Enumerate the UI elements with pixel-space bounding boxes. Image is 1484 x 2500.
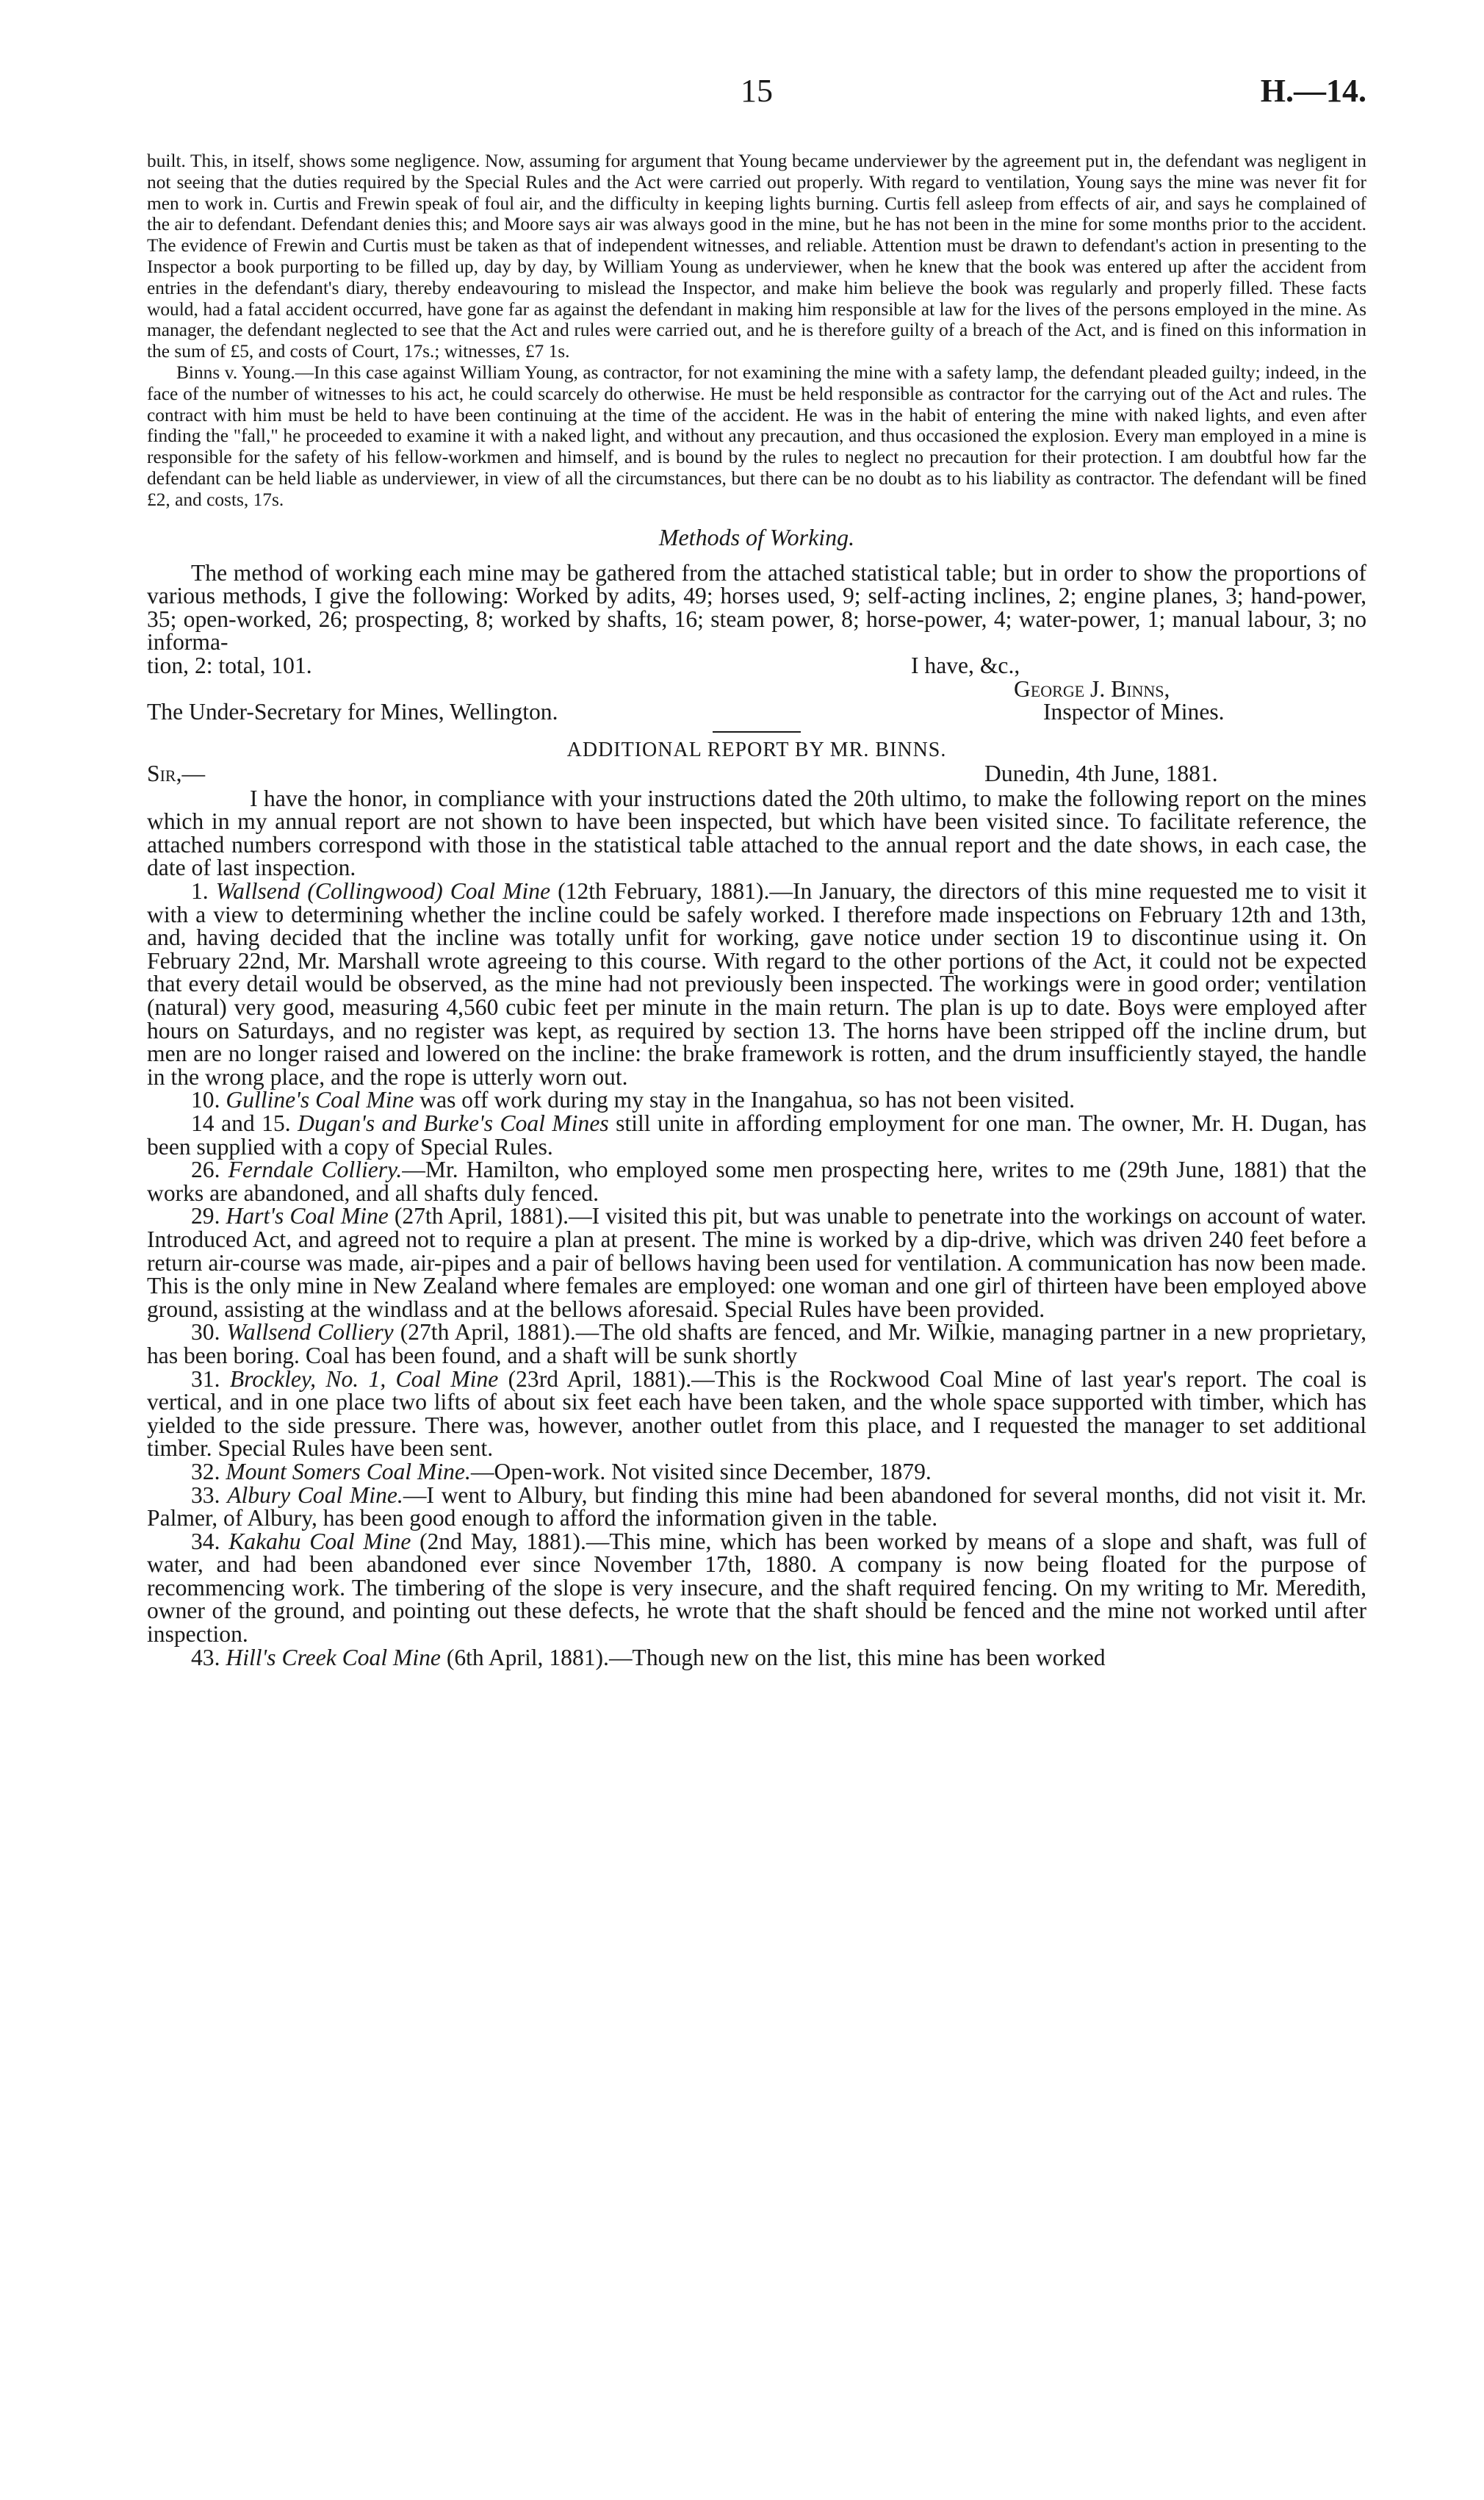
entry-number: 34. [191, 1528, 229, 1554]
entry-number: 1. [191, 878, 216, 905]
salutation: Sir,— [147, 760, 206, 786]
mine-name: Hill's Creek Coal Mine [226, 1644, 441, 1670]
entry-text: was off work during my stay in the Inangahua, so has not been visited. [414, 1087, 1076, 1113]
entry-text: (27th April, 1881).—The old shafts are fenced, and Mr. Wilkie, managing partner in a new proprietary, has been boring. Coal has been found, and a shaft will be sunk shortly [147, 1319, 1366, 1368]
entry-text: (2nd May, 1881).—This mine, which has been worked by means of a slope and shaft, was full of water, and had been abandoned ever since November 17th, 1880. A company is now being floated for the purpose of recommencing work. The timbering of the slope is very insecure, and the shaft required fencing. On my writing to Mr. Meredith, owner of the ground, and pointing out these defects, he wrote that the shaft should be fenced and the mine not worked until after inspection. [147, 1528, 1366, 1648]
young-case-section [147, 151, 1366, 511]
salutation-line [147, 762, 1366, 787]
mine-entry [147, 1530, 1366, 1646]
mine-name: Brockley, No. 1, Coal Mine [229, 1365, 499, 1392]
mine-entry [147, 1158, 1366, 1204]
paragraph: Binns v. Young.—In this case against William Young, as contractor, for not examining the mine with a safety lamp, the defendant pleaded guilty; indeed, in the face of the number of witnesses to his act, he could scarcely do otherwise. He must be held responsible as contractor for the carrying out of the Act and rules. The contract with him must be held to have been continuing at the time of the accident. He was in the habit of entering the mine with naked lights, and even after finding the "fall," he proceeded to examine it with a naked light, and without any precaution, and thus occasioned the explosion. Every man employed in a mine is responsible for the safety of his fellow-workmen and himself, and is bound by the rules to neglect no precaution for their protection. I am doubtful how far the defendant can be held liable as underviewer, in view of all the circumstances, but there can be no doubt as to his liability as contractor. The defendant will be fined £2, and costs, 17s. [147, 362, 1366, 510]
mine-entry [147, 1204, 1366, 1321]
entry-number: 14 and 15. [191, 1110, 298, 1137]
entry-text: —Open-work. Not visited since December, 1879. [470, 1458, 932, 1484]
mine-entry [147, 1321, 1366, 1367]
addressee-line [147, 700, 1366, 724]
section-heading: ADDITIONAL REPORT BY MR. BINNS. [566, 738, 947, 761]
entry-text: (23rd April, 1881).—This is the Rockwood Coal Mine of last year's report. The coal is vertical, and in one place two lifts of about six feet each have been taken, and the whole space supported with timber, which has yielded to the side pressure. There was, however, another outlet from this place, and I requested the manager to set additional timber. Special Rules have been sent. [147, 1365, 1367, 1462]
signature-line [147, 675, 1366, 702]
entry-text: —Mr. Hamilton, who employed some men prospecting here, writes to me (29th June, 1881) that the works are abandoned, and all shafts duly fenced. [147, 1157, 1367, 1206]
page-number: 15 [741, 73, 773, 109]
addressee: The Under-Secretary for Mines, Wellington. [147, 699, 558, 725]
mine-entry [147, 1365, 1367, 1462]
mine-name: Wallsend (Collingwood) Coal Mine [215, 878, 551, 905]
methods-section [147, 561, 1366, 724]
entry-text: —I went to Albury, but finding this mine had been abandoned for several months, did not visit it. Mr. Palmer, of Albury, has been good enough to afford the information given in the table. [147, 1481, 1367, 1531]
entry-text: (6th April, 1881).—Though new on the list, this mine has been worked [440, 1644, 1106, 1670]
entry-number: 33. [191, 1481, 228, 1508]
mine-entry [147, 1088, 1366, 1112]
mine-name: Albury Coal Mine. [227, 1481, 403, 1508]
report-body [147, 151, 1366, 1669]
mine-name: Hart's Coal Mine [226, 1203, 389, 1229]
paragraph: built. This, in itself, shows some negligence. Now, assuming for argument that Young became underviewer by the agreement put in, the defendant was negligent in not seeing that the duties required by the Special Rules and the Act were carried out properly. With regard to ventilation, Young says the mine was never fit for men to work in. Curtis and Frewin speak of foul air, and the difficulty in keeping lights burning. Curtis fell asleep from effects of air, and says he complained of the air to defendant. Defendant denies this; and Moore says air was always good in the mine, but he has not been in the mine for some months prior to the accident. The evidence of Frewin and Curtis must be taken as that of independent witnesses, and reliable. Attention must be drawn to defendant's action in presenting to the Inspector a book purporting to be filled up, day by day, by William Young as underviewer, when he knew that the book was entered up after the accident from entries in the defendant's diary, thereby endeavouring to mislead the Inspector, and make him believe the book was regularly and properly filled. These facts would, had a fatal accident occurred, have gone far as against the defendant in making him responsible at law for the lives of the persons employed in the mine. As manager, the defendant neglected to see that the Act and rules were carried out, and he is therefore guilty of a breach of the Act, and is fined on this information in the sum of £5, and costs of Court, 17s.; witnesses, £7 1s. [147, 151, 1366, 362]
paragraph-end: tion, 2: total, 101. [147, 652, 312, 678]
closing: I have, &c., [911, 652, 1020, 678]
signatory: George J. Binns, [1014, 675, 1170, 702]
entry-number: 32. [191, 1458, 226, 1484]
section-heading: Methods of Working. [658, 523, 855, 550]
entry-text: still unite in affording employment for one man. The owner, Mr. H. Dugan, has been supplied with a copy of Special Rules. [147, 1110, 1366, 1160]
entry-number: 29. [191, 1203, 226, 1229]
mine-entry [147, 1112, 1366, 1158]
paragraph: The method of working each mine may be gathered from the attached statistical table; but in order to show the proportions of various methods, I give the following: Worked by adits, 49; horses used, 9; self-acting inclines, 2; engine planes, 3; hand-power, 35; open-worked, 26; prospecting, 8; worked by shafts, 16; steam power, 8; horse-power, 4; water-power, 1; manual labour, 3; no informa- [147, 559, 1366, 655]
entry-number: 26. [191, 1157, 228, 1183]
mine-name: Mount Somers Coal Mine. [226, 1458, 471, 1484]
entry-number: 43. [191, 1644, 226, 1670]
entry-number: 30. [191, 1319, 227, 1346]
mine-entry [147, 1481, 1367, 1531]
entry-number: 10. [191, 1087, 226, 1113]
entry-text: (12th February, 1881).—In January, the directors of this mine requested me to visit it with a view to determining whether the incline could be safely worked. I therefore made inspections on February 12th and 13th, and, having decided that the incline was totally unfit for working, gave notice under section 19 to discontinue using it. On February 22nd, Mr. Marshall wrote agreeing to this course. With regard to the other portions of the Act, it could not be expected that every detail would be observed, as the mine had not previously been inspected. The workings were in good order; ventilation (natural) very good, measuring 4,560 cubic feet per minute in the main return. The plan is up to date. Boys were employed after hours on Saturdays, and no register was kept, as required by section 13. The horns have been stripped off the incline drum, but men are no longer raised and lowered on the incline: the brake framework is rotten, and the drum insufficiently stayed, the handle in the wrong place, and the rope is utterly worn out. [147, 878, 1366, 1090]
mine-name: Dugan's and Burke's Coal Mines [298, 1110, 609, 1137]
divider [713, 731, 801, 733]
entry-text: (27th April, 1881).—I visited this pit, but was unable to penetrate into the workings on account of water. Introduced Act, and agreed not to require a plan at present. The mine is worked by a dip-drive, which was driven 240 feet before a return air-course was made, air-pipes and a pair of bellows having been used for ventilation. A communication has now been made. This is the only mine in New Zealand where females are employed: one woman and one girl of thirteen have been employed above ground, assisting at the windlass and at the bellows aforesaid. Special Rules have been provided. [147, 1203, 1366, 1322]
mine-name: Wallsend Colliery [226, 1319, 394, 1346]
paragraph: I have the honor, in compliance with your instructions dated the 20th ultimo, to make the following report on the mines which in my annual report are not shown to have been inspected, but which have been visited since. To facilitate reference, the attached numbers correspond with those in the statistical table attached to the annual report and the date shows, in each case, the date of last inspection. [147, 785, 1366, 881]
mine-name: Ferndale Colliery. [228, 1157, 403, 1183]
signoff-line [147, 654, 1366, 678]
mine-entry [147, 1646, 1366, 1670]
mine-name: Kakahu Coal Mine [228, 1528, 411, 1554]
mine-entry [147, 1460, 1366, 1484]
series-number: H.—14. [1260, 73, 1366, 109]
entry-number: 31. [191, 1365, 230, 1392]
additional-report-section [147, 762, 1366, 1670]
page-header [147, 72, 1366, 116]
place-date: Dunedin, 4th June, 1881. [984, 760, 1218, 786]
mine-name: Gulline's Coal Mine [226, 1087, 414, 1113]
signatory-title: Inspector of Mines. [1043, 699, 1225, 725]
mine-list [147, 880, 1366, 1669]
mine-entry [147, 880, 1366, 1088]
